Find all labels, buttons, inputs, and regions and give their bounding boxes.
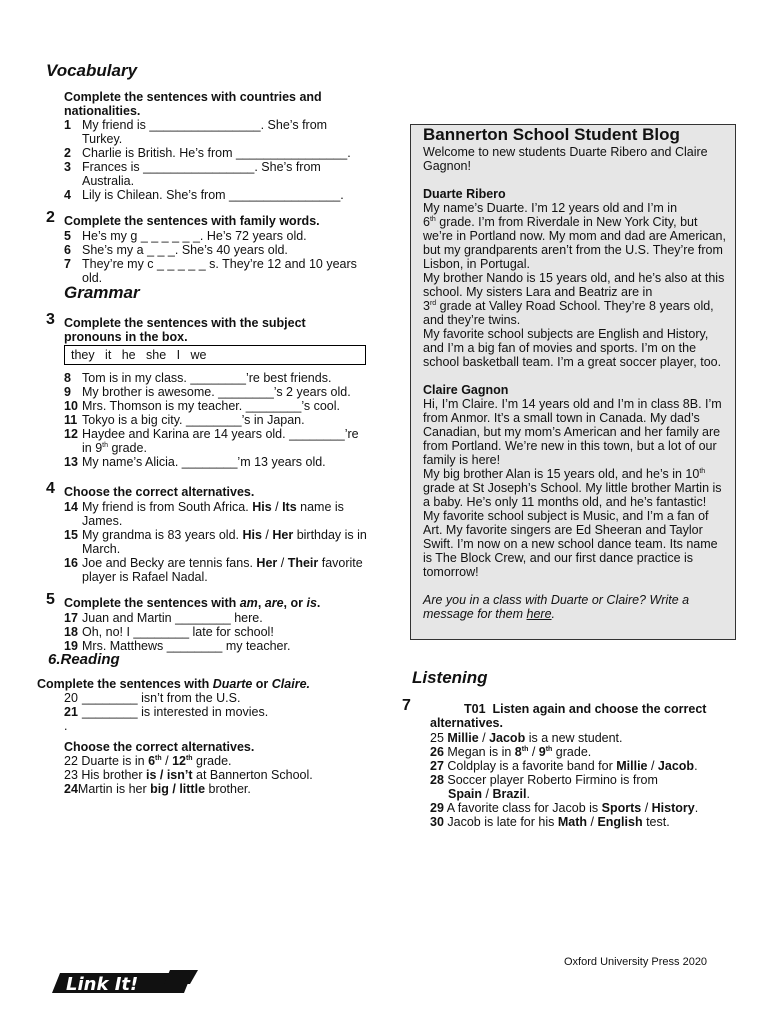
question-4: 4 Lily is Chilean. She’s from ________________. — [64, 188, 344, 202]
dot: . — [64, 719, 68, 733]
vocabulary-list — [64, 118, 364, 202]
question-30: 30 Jacob is late for his Math / English test. — [430, 815, 670, 829]
beverbs-instruction: Complete the sentences with am, are, or is. — [64, 596, 321, 610]
pronoun-box-text: they it he she I we — [71, 348, 207, 362]
listening-list — [430, 731, 730, 829]
vocabulary-instruction: Complete the sentences with countries and nationalities. — [64, 90, 322, 118]
question-1: 1 My friend is ________________. She’s from Turkey. — [64, 118, 328, 146]
vocabulary-section — [64, 90, 354, 118]
alternatives-list — [64, 500, 369, 584]
pronoun-box — [64, 345, 366, 365]
alternatives-instruction: Choose the correct alternatives. — [64, 485, 255, 499]
question-6: 6 She’s my a _ _ _. She’s 40 years old. — [64, 243, 288, 257]
reading-instruction-2: Choose the correct alternatives. — [64, 740, 255, 754]
question-22: 22 Duarte is in 6th / 12th grade. — [64, 754, 232, 768]
question-11: 11 Tokyo is a big city. ________’s in Japan. — [64, 413, 305, 427]
blog-intro: Welcome to new students Duarte Ribero and Claire Gagnon! — [423, 145, 708, 173]
question-15: 15 My grandma is 83 years old. His / Her birthday is in March. — [64, 528, 367, 556]
reading-heading: 6.Reading — [48, 651, 120, 668]
question-23: 23 His brother is / isn’t at Bannerton School. — [64, 768, 313, 782]
question-12: 12 Haydee and Karina are 14 years old. ________’re in 9th grade. — [64, 427, 359, 455]
grammar-instruction: Complete the sentences with the subject pronouns in the box. — [64, 316, 306, 344]
question-28: 28 Soccer player Roberto Firmino is from Spain / Brazil. — [430, 773, 658, 801]
question-8: 8 Tom is in my class. ________’re best friends. — [64, 371, 332, 385]
track-label: T01 — [464, 702, 486, 716]
logo-text: Link It! — [66, 974, 139, 995]
question-5: 5 He’s my g _ _ _ _ _ _. He’s 72 years old. — [64, 229, 307, 243]
grammar-heading: Grammar — [64, 283, 140, 302]
student-blog-box — [410, 124, 736, 640]
reading-alternatives — [64, 754, 364, 796]
family-instruction: Complete the sentences with family words. — [64, 214, 320, 228]
duarte-paragraph-3: My favorite school subjects are English and History, and I’m a big fan of movies and sports. I’m on the school basketball team. I’m a great soccer player, too. — [423, 327, 722, 369]
question-16: 16 Joe and Becky are tennis fans. Her / Their favorite player is Rafael Nadal. — [64, 556, 363, 584]
listening-instruction: T01 Listen again and choose the correct alternatives. — [430, 702, 707, 730]
vocabulary-heading: Vocabulary — [46, 61, 138, 80]
question-3: 3 Frances is ________________. She’s from Australia. — [64, 160, 321, 188]
family-list — [64, 229, 369, 285]
exercise-5-number: 5 — [46, 591, 55, 608]
question-25: 25 Millie / Jacob is a new student. — [430, 731, 623, 745]
question-24: 24Martin is her big / little brother. — [64, 782, 251, 796]
exercise-4-number: 4 — [46, 480, 55, 497]
question-10: 10 Mrs. Thomson is my teacher. ________’s cool. — [64, 399, 341, 413]
question-2: 2 Charlie is British. He’s from ________________. — [64, 146, 351, 160]
claire-paragraph-1: Hi, I’m Claire. I’m 14 years old and I’m in class 8B. I’m from Anmor. It’s a small town in Canada. My dad’s Canadian, but my mom’s American and her family are from Portland. We’re new in this town, but a lot of our family is here! — [423, 397, 722, 467]
reading-instruction: Complete the sentences with Duarte or Claire. — [37, 677, 310, 691]
question-26: 26 Megan is in 8th / 9th grade. — [430, 745, 592, 759]
blog-here-link[interactable]: here — [526, 607, 552, 621]
exercise-3-number: 3 — [46, 311, 55, 328]
grammar-list — [64, 371, 369, 469]
blog-title: Bannerton School Student Blog — [423, 125, 680, 144]
claire-paragraph-2: My big brother Alan is 15 years old, and he’s in 10th grade at St Joseph’s School. My little brother Martin is a baby. He’s only 11 months old, and he’s fantastic! — [423, 467, 722, 509]
question-7: 7 They’re my c _ _ _ _ _ s. They’re 12 and 10 years old. — [64, 257, 357, 285]
question-29: 29 A favorite class for Jacob is Sports / History. — [430, 801, 699, 815]
exercise-2-number: 2 — [46, 209, 55, 226]
link-it-logo — [52, 970, 198, 996]
blog-closing: Are you in a class with Duarte or Claire? Write a message for them here. — [423, 593, 690, 621]
question-18: 18 Oh, no! I ________ late for school! — [64, 625, 274, 639]
question-13: 13 My name’s Alicia. ________’m 13 years old. — [64, 455, 326, 469]
reading-list — [64, 691, 364, 733]
duarte-paragraph-1: My name’s Duarte. I’m 12 years old and I’m in 6th grade. I’m from Riverdale in New York City, but we’re in Portland now. My mom and dad are American, but my grandparents aren’t from the U.S. They’re from Lisbon, in Portugal. — [423, 201, 726, 271]
question-19: 19 Mrs. Matthews ________ my teacher. — [64, 639, 291, 653]
listening-heading: Listening — [412, 668, 488, 687]
claire-name: Claire Gagnon — [423, 383, 509, 397]
exercise-7-number: 7 — [402, 697, 411, 714]
publisher-credit: Oxford University Press 2020 — [564, 956, 708, 968]
duarte-paragraph-2: My brother Nando is 15 years old, and he’s also at this school. My sisters Lara and Beatriz are in 3rd grade at Valley Road School. They’re 8 years old, and they’re twins. — [423, 271, 725, 327]
claire-paragraph-3: My favorite school subject is Music, and I’m a fan of Art. My favorite singers are Ed Sheeran and Taylor Swift. I’m now on a new school dance team. Its name is The Block Crew, and our first dance practice is tomorrow! — [423, 509, 718, 579]
duarte-name: Duarte Ribero — [423, 187, 506, 201]
question-20: 20 ________ isn’t from the U.S. — [64, 691, 241, 705]
question-27: 27 Coldplay is a favorite band for Millie / Jacob. — [430, 759, 698, 773]
question-21: 21 ________ is interested in movies. — [64, 705, 269, 719]
beverbs-list — [64, 611, 369, 653]
question-14: 14 My friend is from South Africa. His / Its name is James. — [64, 500, 344, 528]
question-9: 9 My brother is awesome. ________’s 2 years old. — [64, 385, 351, 399]
question-17: 17 Juan and Martin ________ here. — [64, 611, 263, 625]
